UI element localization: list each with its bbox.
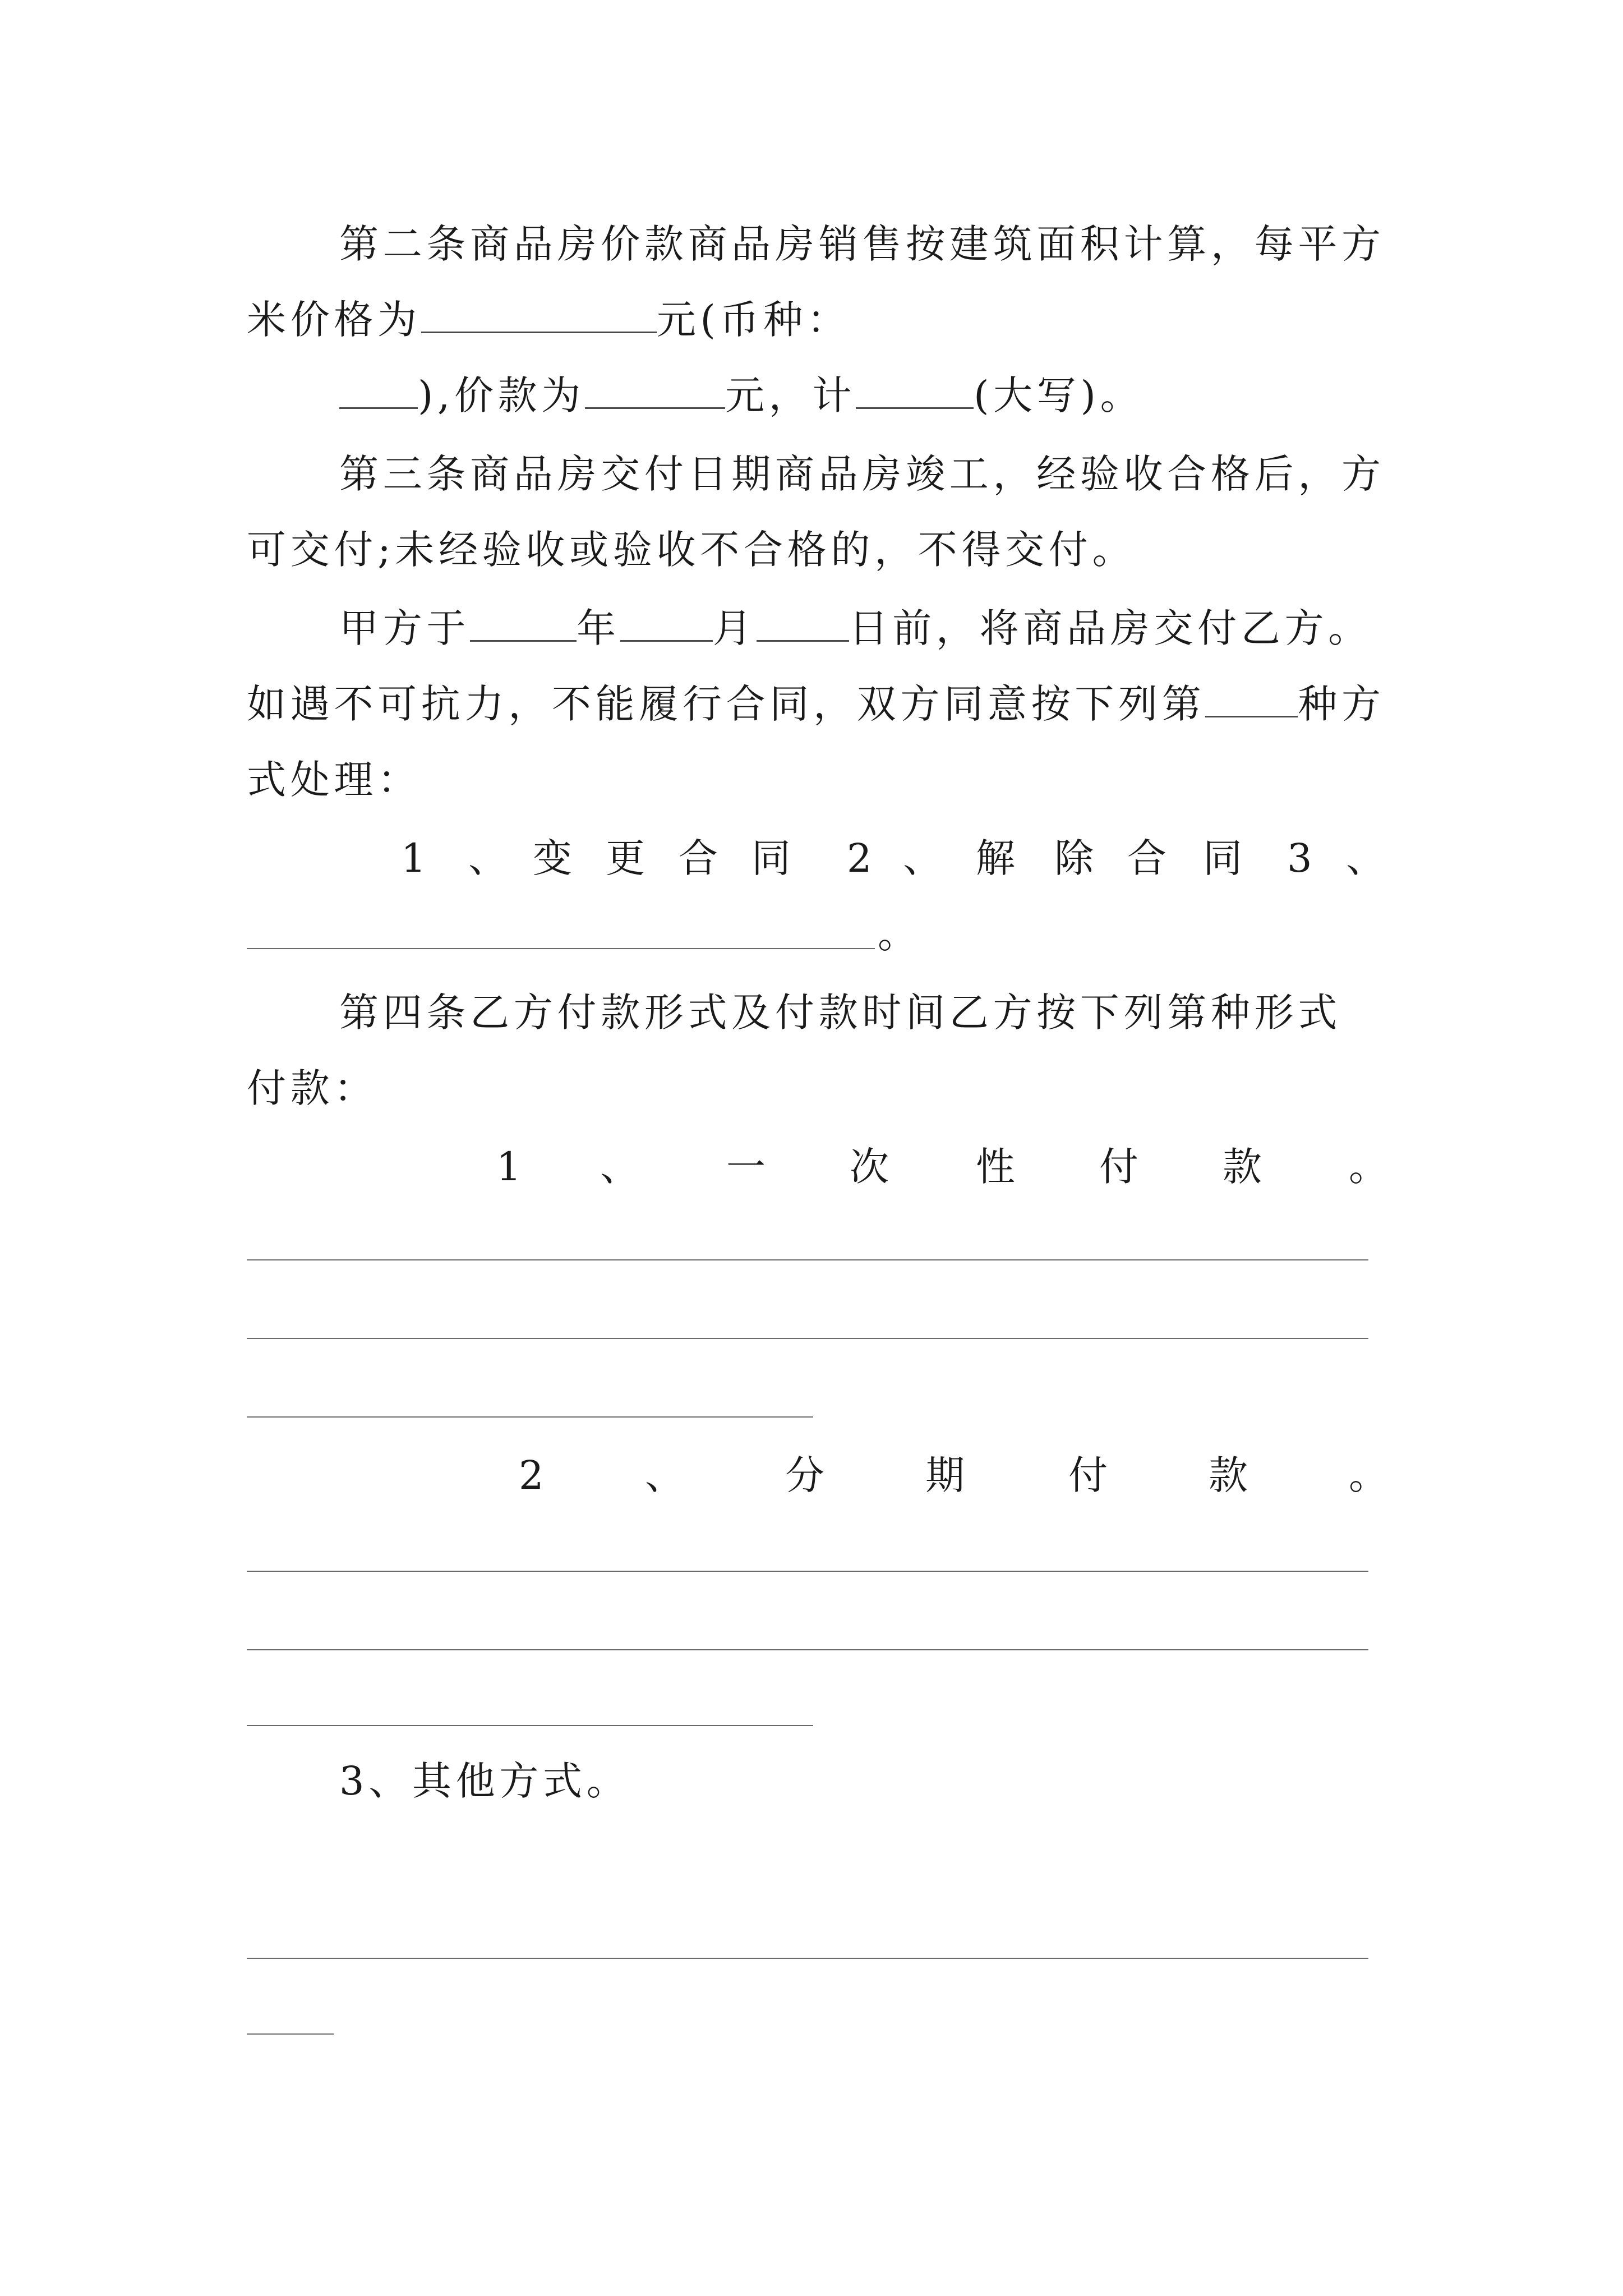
option1-char: 款 bbox=[1223, 1144, 1262, 1190]
option1-blank-rule-3[interactable] bbox=[247, 1416, 813, 1418]
article3-text: 第三条商品房交付日期商品房竣工，经验收合格后，方 bbox=[339, 451, 1385, 497]
option1-char: 性 bbox=[976, 1144, 1015, 1190]
price-label: 米价格为 bbox=[247, 297, 421, 343]
article4-text: 第四条乙方付款形式及付款时间乙方按下列第种形式 bbox=[339, 990, 1342, 1036]
article3-text-2: 可交付;未经验收或验收不合格的，不得交付。 bbox=[247, 527, 1136, 573]
option2-blank-rule-3[interactable] bbox=[247, 1725, 813, 1726]
option1-blank-rule-1[interactable] bbox=[247, 1259, 1368, 1260]
total-price-blank[interactable] bbox=[585, 375, 725, 409]
option-char: 变 bbox=[533, 835, 572, 881]
article3-line3 bbox=[339, 603, 1372, 654]
option-char: 、 bbox=[1346, 835, 1385, 881]
article2-line3 bbox=[339, 370, 1144, 421]
amount-words-blank[interactable] bbox=[856, 375, 974, 409]
option3-blank-rule-1[interactable] bbox=[247, 1958, 1368, 1959]
delivery-text: 日前，将商品房交付乙方。 bbox=[849, 605, 1372, 651]
option3-text: 3、其他方式。 bbox=[339, 1758, 630, 1804]
method-label: 种方 bbox=[1298, 681, 1385, 727]
payment-label: 付款： bbox=[247, 1065, 378, 1111]
article3-line4 bbox=[247, 679, 1385, 729]
year-blank[interactable] bbox=[470, 608, 577, 642]
article3-line1 bbox=[339, 449, 1385, 499]
option1-char: 。 bbox=[1349, 1144, 1388, 1190]
article3-line2 bbox=[247, 524, 1136, 575]
option-char: 、 bbox=[468, 835, 508, 881]
option-char: 、 bbox=[903, 835, 942, 881]
total-price-label: ),价款为 bbox=[418, 372, 585, 418]
option-char: 解 bbox=[976, 835, 1015, 881]
option2-blank-rule-1[interactable] bbox=[247, 1571, 1368, 1572]
option-char: 同 bbox=[1203, 835, 1242, 881]
option2-blank-rule-2[interactable] bbox=[247, 1649, 1368, 1650]
option3-blank-rule[interactable] bbox=[247, 948, 875, 949]
day-blank[interactable] bbox=[757, 608, 849, 642]
option2-char: 款 bbox=[1209, 1452, 1248, 1498]
option3-end bbox=[878, 909, 921, 959]
option-char: 合 bbox=[1127, 835, 1166, 881]
option-char: 同 bbox=[751, 835, 791, 881]
option-char: 更 bbox=[606, 835, 645, 881]
article2-line2 bbox=[247, 295, 851, 345]
amount-label: 元，计 bbox=[725, 372, 856, 418]
option3-period: 。 bbox=[878, 911, 921, 957]
option2-char: 分 bbox=[785, 1452, 824, 1498]
force-majeure-text: 如遇不可抗力，不能履行合同，双方同意按下列第 bbox=[247, 681, 1206, 727]
article3-options bbox=[0, 833, 1623, 884]
handling-label: 式处理： bbox=[247, 757, 421, 803]
option2-char: 付 bbox=[1068, 1452, 1108, 1498]
payment-option3 bbox=[339, 1756, 630, 1806]
option1-char: 1 bbox=[496, 1144, 522, 1190]
currency-blank[interactable] bbox=[339, 375, 418, 409]
party-a-label: 甲方于 bbox=[339, 605, 471, 651]
option2-char: 、 bbox=[645, 1452, 684, 1498]
option-char: 除 bbox=[1054, 835, 1094, 881]
option-char: 2 bbox=[847, 835, 872, 881]
article2-text: 第二条商品房价款商品房销售按建筑面积计算，每平方 bbox=[339, 221, 1385, 267]
month-label: 月 bbox=[712, 605, 757, 651]
uppercase-label: (大写)。 bbox=[974, 372, 1144, 418]
article4-line2 bbox=[247, 1063, 377, 1114]
option-char: 3 bbox=[1287, 835, 1312, 881]
option3-blank-rule-2[interactable] bbox=[247, 2033, 334, 2035]
article2-line1 bbox=[339, 219, 1385, 269]
option1-blank-rule-2[interactable] bbox=[247, 1338, 1368, 1339]
year-label: 年 bbox=[577, 605, 620, 651]
price-per-sqm-blank[interactable] bbox=[421, 299, 657, 333]
payment-option2 bbox=[0, 1450, 1623, 1501]
option1-char: 、 bbox=[600, 1144, 639, 1190]
option1-char: 次 bbox=[850, 1144, 889, 1190]
option2-char: 。 bbox=[1349, 1452, 1388, 1498]
payment-option1 bbox=[0, 1142, 1623, 1192]
option2-char: 期 bbox=[925, 1452, 965, 1498]
currency-label: 元(币种： bbox=[656, 297, 851, 343]
article4-line1 bbox=[339, 987, 1341, 1038]
option1-char: 一 bbox=[726, 1144, 766, 1190]
option1-char: 付 bbox=[1099, 1144, 1138, 1190]
option-char: 1 bbox=[401, 835, 426, 881]
method-number-blank[interactable] bbox=[1205, 683, 1298, 717]
option-char: 合 bbox=[679, 835, 718, 881]
option2-char: 2 bbox=[519, 1452, 544, 1498]
article3-line5 bbox=[247, 754, 421, 805]
month-blank[interactable] bbox=[620, 608, 713, 642]
